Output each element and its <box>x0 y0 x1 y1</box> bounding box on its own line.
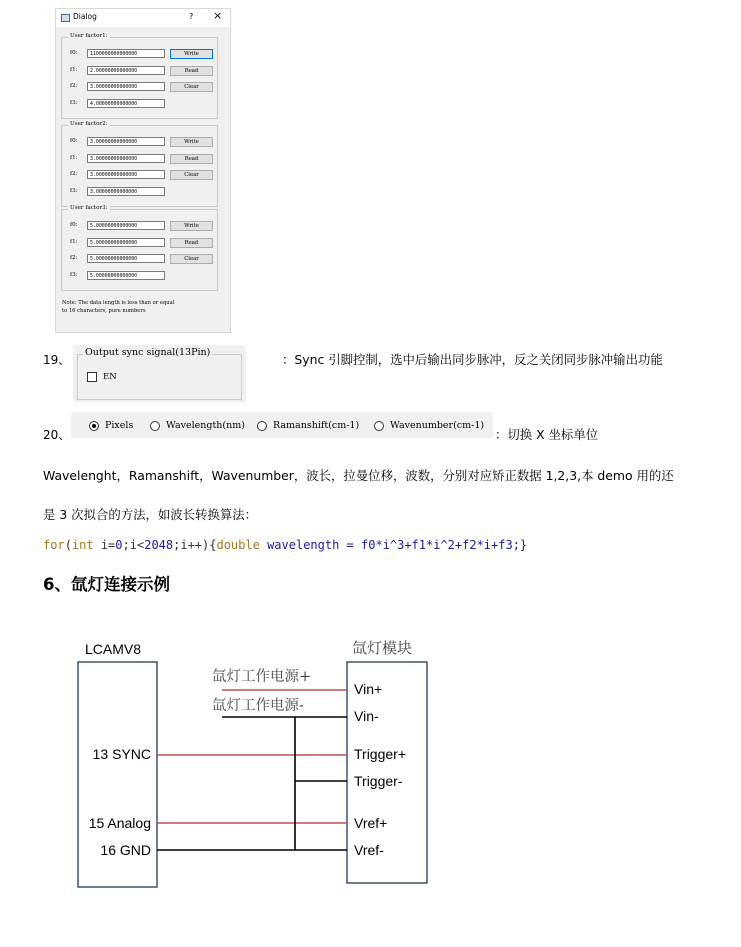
factor1-write-button[interactable]: Write <box>170 49 213 59</box>
code-snippet <box>43 538 527 552</box>
sync-signal-panel <box>73 345 246 402</box>
factor2-f1-input[interactable]: 3.00000000000000 <box>87 154 165 163</box>
code-number: 2048 <box>144 538 174 552</box>
ramanshift-radio-label[interactable]: Ramanshift(cm-1) <box>273 420 360 431</box>
left-box-title: LCAMV8 <box>85 641 142 657</box>
pixels-radio-label[interactable]: Pixels <box>105 420 134 431</box>
code-number: 0 <box>115 538 123 552</box>
f3-label: f3: <box>70 272 78 278</box>
code-text: ;i< <box>122 538 145 552</box>
f0-label: f0: <box>70 138 78 144</box>
section-heading: 6、氙灯连接示例 <box>43 575 170 594</box>
pin-vref-plus: Vref+ <box>354 815 388 831</box>
wavelength-radio[interactable] <box>150 421 160 431</box>
factor2-write-button[interactable]: Write <box>170 137 213 147</box>
paragraph-units: Wavelenght，Ramanshift，Wavenumber，波长，拉曼位移，波数，分别对应矫正数据 1,2,3,本 demo 用的还 <box>43 468 674 483</box>
help-button[interactable]: ? <box>189 12 194 21</box>
pin-13-sync: 13 SYNC <box>92 746 151 762</box>
factor2-f2-input[interactable]: 3.00000000000000 <box>87 170 165 179</box>
factor1-read-button[interactable]: Read <box>170 66 213 76</box>
group-title: User factor2: <box>70 121 108 127</box>
code-text: i= <box>93 538 116 552</box>
sync-group-title: Output sync signal(13Pin) <box>85 347 211 358</box>
wavenumber-radio-label[interactable]: Wavenumber(cm-1) <box>390 420 485 431</box>
factor3-f2-input[interactable]: 5.00000000000000 <box>87 254 165 263</box>
pin-15-analog: 15 Analog <box>88 815 151 831</box>
code-text: ( <box>64 538 72 552</box>
factor3-f3-input[interactable]: 5.00000000000000 <box>87 271 165 280</box>
right-box-title: 氙灯模块 <box>352 639 413 657</box>
f1-label: f1: <box>70 67 78 73</box>
factor3-f0-input[interactable]: 5.00000000000000 <box>87 221 165 230</box>
factor1-clear-button[interactable]: Clear <box>170 82 213 92</box>
pin-16-gnd: 16 GND <box>100 842 151 858</box>
xenon-wiring-diagram <box>0 620 741 920</box>
user-factor2-group <box>61 121 218 207</box>
item-19-description: ：Sync 引脚控制，选中后输出同步脉冲，反之关闭同步脉冲输出功能 <box>282 352 663 367</box>
f3-label: f3: <box>70 188 78 194</box>
factor3-clear-button[interactable]: Clear <box>170 254 213 264</box>
sync-signal-group <box>77 354 242 400</box>
close-button[interactable]: × <box>213 9 223 22</box>
wavenumber-radio[interactable] <box>374 421 384 431</box>
factor3-read-button[interactable]: Read <box>170 238 213 248</box>
f1-label: f1: <box>70 239 78 245</box>
factor2-clear-button[interactable]: Clear <box>170 170 213 180</box>
pin-vin-minus: Vin- <box>354 708 379 724</box>
code-text: wavelength = f0*i^3+f1*i^2+f2*i+f3;} <box>259 538 528 552</box>
f0-label: f0: <box>70 50 78 56</box>
item-20-number: 20、 <box>43 428 71 442</box>
pin-vin-plus: Vin+ <box>354 681 383 697</box>
dialog-title: Dialog <box>73 12 97 21</box>
x-unit-radio-panel <box>71 412 493 438</box>
pin-trigger-minus: Trigger- <box>354 773 403 789</box>
ramanshift-radio[interactable] <box>257 421 267 431</box>
code-keyword-int: int <box>71 538 94 552</box>
en-checkbox[interactable] <box>87 372 97 382</box>
note-line-2: to 16 characters, pure numbers <box>62 308 146 314</box>
f2-label: f2: <box>70 255 78 261</box>
factor1-f2-input[interactable]: 3.00000000000000 <box>87 82 165 91</box>
dialog-window <box>55 8 231 333</box>
factor2-f0-input[interactable]: 3.00000000000000 <box>87 137 165 146</box>
code-text: ;i++){ <box>173 538 217 552</box>
group-title: User factor1: <box>70 33 108 39</box>
factor2-f3-input[interactable]: 3.00000000000000 <box>87 187 165 196</box>
wavelength-radio-label[interactable]: Wavelength(nm) <box>166 420 245 431</box>
factor1-f3-input[interactable]: 4.00000000000000 <box>87 99 165 108</box>
code-keyword-for: for <box>43 538 65 552</box>
f0-label: f0: <box>70 222 78 228</box>
factor3-write-button[interactable]: Write <box>170 221 213 231</box>
code-keyword-double: double <box>216 538 260 552</box>
factor3-f1-input[interactable]: 5.00000000000000 <box>87 238 165 247</box>
pixels-radio[interactable] <box>89 421 99 431</box>
note-line-1: Note: The data length is less than or equal <box>62 300 175 306</box>
user-factor3-group <box>61 205 218 291</box>
user-factor1-group <box>61 33 218 119</box>
f2-label: f2: <box>70 171 78 177</box>
dialog-titlebar <box>56 9 230 27</box>
pin-trigger-plus: Trigger+ <box>354 746 407 762</box>
pin-vref-minus: Vref- <box>354 842 384 858</box>
f1-label: f1: <box>70 155 78 161</box>
window-icon <box>61 14 70 22</box>
f3-label: f3: <box>70 100 78 106</box>
item-19-number: 19、 <box>43 353 71 367</box>
length-note <box>62 299 174 315</box>
power-plus-label: 氙灯工作电源+ <box>212 669 312 685</box>
item-20-description: ：切换 X 坐标单位 <box>495 427 599 442</box>
factor2-read-button[interactable]: Read <box>170 154 213 164</box>
factor1-f1-input[interactable]: 2.00000000000000 <box>87 66 165 75</box>
en-checkbox-label[interactable]: EN <box>103 372 117 382</box>
power-minus-label: 氙灯工作电源- <box>212 698 304 714</box>
factor1-f0-input[interactable]: 1100000000000000 <box>87 49 165 58</box>
group-title: User factor3: <box>70 205 108 211</box>
paragraph-fit-method: 是 3 次拟合的方法，如波长转换算法： <box>43 507 258 522</box>
f2-label: f2: <box>70 83 78 89</box>
